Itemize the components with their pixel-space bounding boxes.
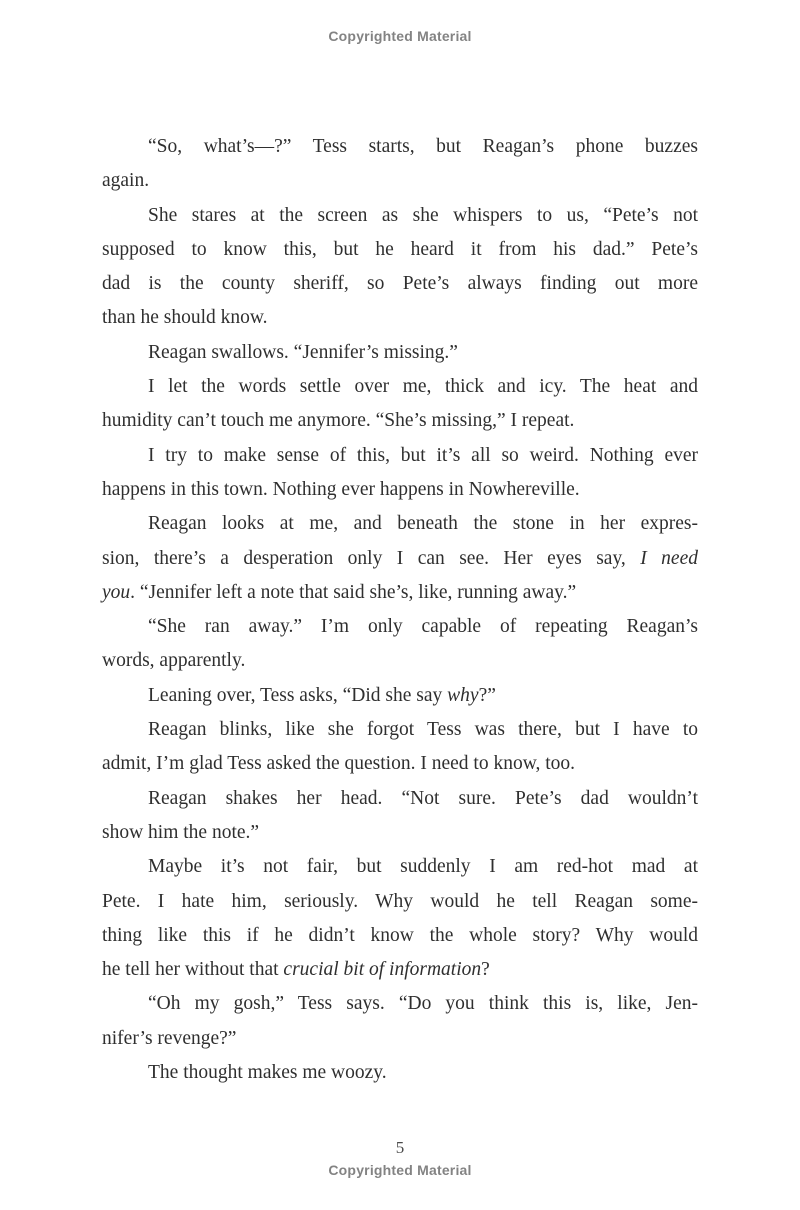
- text-line: [102, 233, 698, 267]
- text-segment: I try to make sense of this, but it’s all so weird. Nothing ever: [148, 444, 698, 466]
- text-segment: nifer’s revenge?”: [102, 1027, 237, 1049]
- text-line: [102, 404, 698, 438]
- page-text: [102, 130, 698, 1090]
- text-segment: show him the note.”: [102, 821, 260, 843]
- text-segment: Reagan blinks, like she forgot Tess was there, but I have to: [148, 719, 698, 741]
- text-line: [102, 199, 698, 233]
- text-line: [102, 953, 698, 987]
- copyright-notice-bottom: Copyrighted Material: [328, 1162, 472, 1178]
- text-line: [102, 747, 698, 781]
- text-line: [102, 507, 698, 541]
- text-line: [102, 713, 698, 747]
- text-segment: She stares at the screen as she whispers to us, “Pete’s not: [148, 204, 698, 226]
- text-segment: thing like this if he didn’t know the whole story? Why would: [102, 924, 698, 946]
- text-line: [102, 130, 698, 164]
- text-line: [102, 850, 698, 884]
- text-segment: he tell her without that: [102, 959, 284, 981]
- text-line: [102, 473, 698, 507]
- text-segment: . “Jennifer left a note that said she’s, like, running away.”: [130, 581, 577, 603]
- text-line: [102, 267, 698, 301]
- text-line: [102, 576, 698, 610]
- text-line: [102, 1022, 698, 1056]
- text-segment: Maybe it’s not fair, but suddenly I am red-hot mad at: [148, 856, 698, 878]
- text-line: [102, 370, 698, 404]
- copyright-notice-top: Copyrighted Material: [328, 28, 472, 44]
- text-line: [102, 644, 698, 678]
- text-segment: ?: [481, 959, 490, 981]
- text-segment: again.: [102, 170, 150, 192]
- text-line: [102, 164, 698, 198]
- text-segment: admit, I’m glad Tess asked the question. I need to know, too.: [102, 753, 576, 775]
- italic-text-segment: you: [102, 581, 131, 603]
- text-line: [102, 782, 698, 816]
- text-line: [102, 301, 698, 335]
- text-segment: Leaning over, Tess asks, “Did she say: [148, 684, 448, 706]
- text-line: [102, 679, 698, 713]
- text-segment: Reagan shakes her head. “Not sure. Pete’s dad wouldn’t: [148, 787, 698, 809]
- text-line: [102, 610, 698, 644]
- text-segment: I let the words settle over me, thick and icy. The heat and: [148, 376, 698, 398]
- text-segment: “So, what’s—?” Tess starts, but Reagan’s phone buzzes: [148, 136, 698, 157]
- text-line: [102, 919, 698, 953]
- text-segment: Reagan looks at me, and beneath the stone in her expres-: [148, 513, 698, 535]
- text-segment: sion, there’s a desperation only I can see. Her eyes say,: [102, 547, 641, 569]
- text-segment: Pete. I hate him, seriously. Why would he tell Reagan some-: [102, 890, 698, 912]
- text-line: [102, 1056, 698, 1090]
- italic-text-segment: crucial bit of information: [283, 959, 482, 981]
- text-segment: Reagan swallows. “Jennifer’s missing.”: [148, 341, 458, 363]
- text-segment: humidity can’t touch me anymore. “She’s missing,” I repeat.: [102, 410, 575, 432]
- text-segment: “She ran away.” I’m only capable of repeating Reagan’s: [148, 616, 698, 638]
- text-segment: happens in this town. Nothing ever happens in Nowhereville.: [102, 478, 580, 500]
- text-segment: The thought makes me woozy.: [148, 1062, 387, 1084]
- text-line: [102, 816, 698, 850]
- text-line: [102, 885, 698, 919]
- text-segment: ?”: [478, 684, 496, 706]
- text-segment: supposed to know this, but he heard it from his dad.” Pete’s: [102, 238, 698, 260]
- italic-text-segment: I need: [640, 547, 698, 569]
- text-segment: than he should know.: [102, 307, 268, 329]
- page-number: 5: [395, 1138, 405, 1157]
- text-segment: words, apparently.: [102, 650, 246, 672]
- text-line: [102, 439, 698, 473]
- text-segment: dad is the county sheriff, so Pete’s always finding out more: [102, 273, 698, 295]
- text-segment: “Oh my gosh,” Tess says. “Do you think this is, like, Jen-: [148, 993, 698, 1015]
- text-line: [102, 336, 698, 370]
- text-line: [102, 542, 698, 576]
- text-line: [102, 987, 698, 1021]
- italic-text-segment: why: [447, 684, 479, 706]
